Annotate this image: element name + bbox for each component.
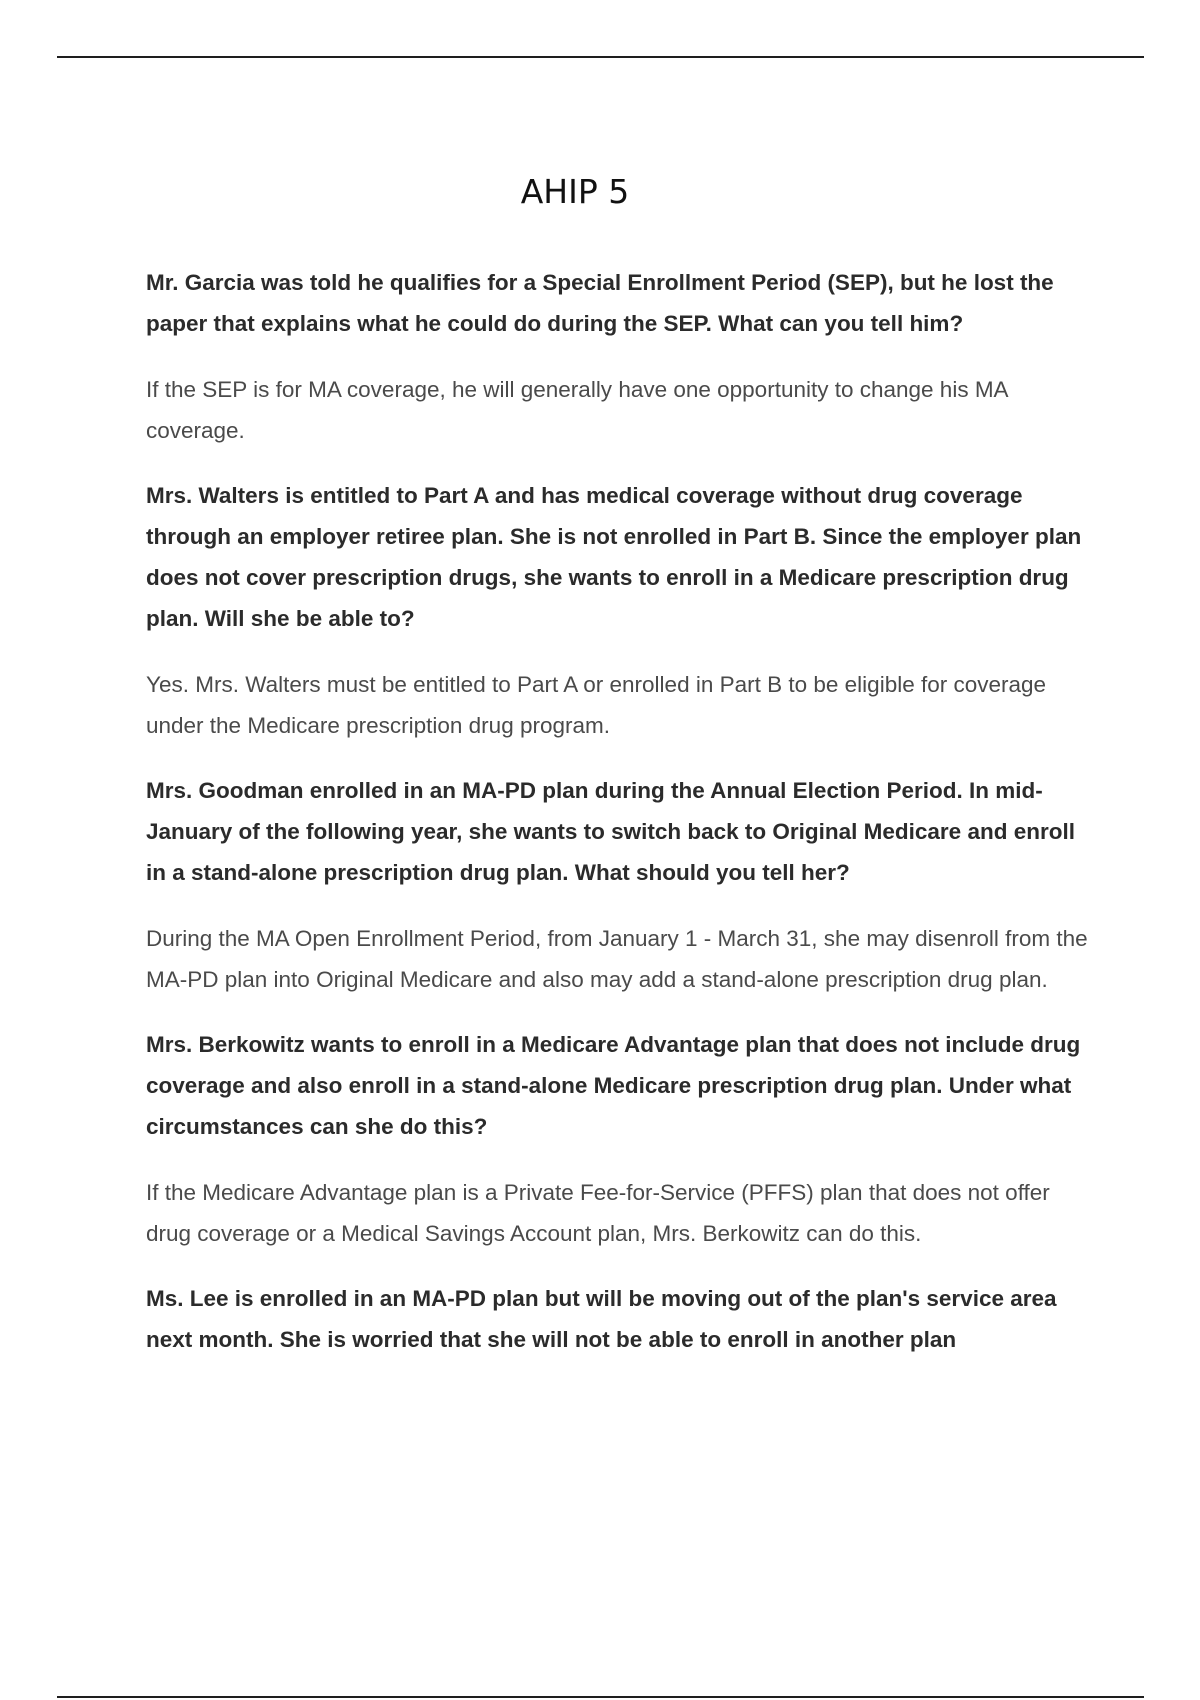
answer-text: If the Medicare Advantage plan is a Private Fee-for-Service (PFFS) plan that does not offer drug coverage or a Medical Savings Account plan, Mrs. Berkowitz can do this. [146,1180,1050,1246]
qa-item-4 [146,1024,1091,1254]
qa-list [146,262,1091,1360]
qa-item-2 [146,475,1091,746]
question-text: Mrs. Goodman enrolled in an MA-PD plan during the Annual Election Period. In mid-January of the following year, she wants to switch back to Original Medicare and enroll in a stand-alone prescription drug plan. What should you tell her? [146,778,1075,885]
answer-text: If the SEP is for MA coverage, he will generally have one opportunity to change his MA coverage. [146,377,1008,443]
page-title: AHIP 5 [520,172,630,211]
qa-item-5 [146,1278,1091,1360]
answer-text: During the MA Open Enrollment Period, from January 1 - March 31, she may disenroll from the MA-PD plan into Original Medicare and also may add a stand-alone prescription drug plan. [146,926,1088,992]
qa-item-1 [146,262,1091,451]
top-divider [57,56,1144,58]
question-text: Ms. Lee is enrolled in an MA-PD plan but will be moving out of the plan's service area next month. She is worried that she will not be able to enroll in another plan [146,1286,1057,1352]
answer-text: Yes. Mrs. Walters must be entitled to Part A or enrolled in Part B to be eligible for coverage under the Medicare prescription drug program. [146,672,1047,738]
question-text: Mrs. Walters is entitled to Part A and has medical coverage without drug coverage through an employer retiree plan. She is not enrolled in Part B. Since the employer plan does not cover prescription drugs, she wants to enroll in a Medicare prescription drug plan. Will she be able to? [146,483,1082,631]
question-text: Mr. Garcia was told he qualifies for a Special Enrollment Period (SEP), but he lost the paper that explains what he could do during the SEP. What can you tell him? [146,270,1054,336]
bottom-divider [57,1696,1144,1698]
qa-item-3 [146,770,1091,1000]
question-text: Mrs. Berkowitz wants to enroll in a Medicare Advantage plan that does not include drug coverage and also enroll in a stand-alone Medicare prescription drug plan. Under what circumstances can she do this? [146,1032,1081,1139]
